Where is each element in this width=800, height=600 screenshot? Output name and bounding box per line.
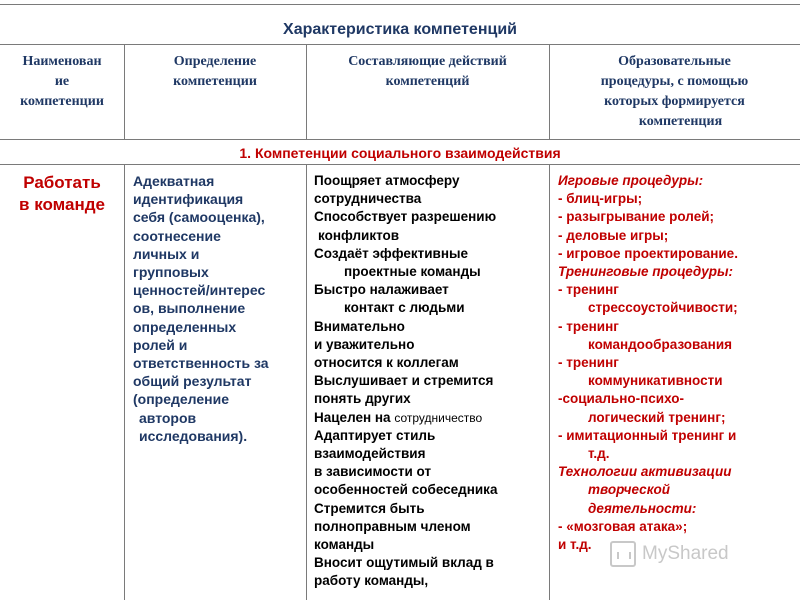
action-line: полноправным членом: [314, 518, 471, 534]
procedure-line: - разыгрывание ролей;: [558, 209, 715, 225]
table-border-top: [0, 4, 800, 5]
competence-procedures: [558, 172, 798, 554]
header-definition-line: компетенции: [173, 74, 257, 89]
header-procedures-line: процедуры, с помощью: [600, 74, 749, 89]
action-line: команды: [314, 537, 375, 553]
definition-line: исследования).: [139, 427, 248, 444]
procedure-line: коммуникативности: [588, 373, 723, 389]
action-line: Выслушивает и стремится: [314, 373, 494, 389]
definition-line: ответственность за: [133, 355, 269, 372]
definition-line: общий результат: [133, 373, 252, 390]
procedure-line: - «мозговая атака»;: [558, 518, 688, 534]
action-line: Быстро налаживает: [314, 282, 449, 298]
definition-line: (определение: [133, 391, 230, 408]
definition-line: ролей и: [133, 336, 188, 353]
action-line: контакт с людьми: [344, 300, 465, 316]
procedure-line: - имитационный тренинг и: [558, 427, 737, 443]
procedure-line: т.д.: [588, 446, 610, 462]
action-line: Вносит ощутимый вклад в: [314, 555, 494, 571]
action-line: [314, 409, 550, 427]
procedure-line: - блиц-игры;: [558, 191, 643, 207]
procedure-line: - тренинг: [558, 282, 619, 298]
header-name: [0, 52, 124, 112]
header-name-line: ие: [54, 74, 70, 89]
action-line-part: Нацелен на: [314, 409, 391, 425]
procedure-line: -социально-психо-: [558, 391, 685, 407]
competence-name-line: Работать: [23, 173, 101, 192]
section-title: 1. Компетенции социального взаимодействия: [239, 145, 561, 161]
header-name-line: компетенции: [20, 94, 104, 109]
action-line: особенностей собеседника: [314, 482, 498, 498]
action-line: Стремится быть: [314, 500, 425, 516]
definition-line: личных и: [133, 245, 200, 262]
action-line: работу команды,: [314, 573, 429, 589]
procedure-line: - тренинг: [558, 355, 619, 371]
procedure-line: командообразования: [588, 336, 733, 352]
definition-line: групповых: [133, 264, 209, 281]
definition-line: ов, выполнение: [133, 300, 246, 317]
header-actions-line: Составляющие действий: [348, 54, 507, 69]
action-line: Адаптирует стиль: [314, 427, 436, 443]
competence-definition: [133, 172, 309, 445]
definition-line: ценностей/интерес: [133, 282, 266, 299]
definition-line: определенных: [133, 318, 237, 335]
header-actions: [306, 52, 549, 92]
procedure-line: - игровое проектирование.: [558, 245, 738, 261]
procedure-heading: деятельности:: [588, 500, 697, 516]
procedure-heading: Игровые процедуры:: [558, 173, 704, 188]
competence-name: [0, 172, 124, 216]
action-line-part: сотрудничество: [394, 410, 483, 425]
action-line: проектные команды: [344, 264, 481, 280]
header-procedures-line: Образовательные: [618, 54, 731, 69]
header-procedures-line: которых формируется: [604, 94, 745, 109]
action-line: в зависимости от: [314, 464, 432, 480]
action-line: взаимодействия: [314, 446, 426, 462]
definition-line: Адекватная: [133, 173, 215, 189]
header-procedures-line: компетенция: [638, 114, 723, 129]
procedure-line: - тренинг: [558, 318, 619, 334]
column-divider: [124, 164, 125, 600]
definition-line: авторов: [139, 409, 197, 426]
table-rule: [0, 164, 800, 165]
action-line: Внимательно: [314, 318, 405, 334]
competence-actions: [314, 172, 550, 591]
watermark-logo: [610, 541, 770, 571]
action-line: Способствует разрешению: [314, 209, 497, 225]
header-name-line: Наименован: [22, 54, 102, 69]
action-line: относится к коллегам: [314, 355, 459, 371]
action-line: и уважительно: [314, 336, 415, 352]
header-actions-line: компетенций: [385, 74, 470, 89]
header-procedures: [549, 52, 800, 132]
watermark-icon: [610, 541, 636, 567]
action-line: Поощряет атмосферу: [314, 173, 460, 188]
table-title: Характеристика компетенций: [283, 21, 517, 38]
action-line: конфликтов: [318, 227, 400, 243]
header-definition-line: Определение: [173, 54, 257, 69]
table-rule: [0, 139, 800, 140]
procedure-heading: Технологии активизации: [558, 464, 732, 480]
header-definition: [124, 52, 306, 92]
procedure-line: логический тренинг;: [588, 409, 726, 425]
procedure-heading: творческой: [588, 482, 671, 498]
procedure-line: и т.д.: [558, 537, 592, 553]
action-line: понять других: [314, 391, 411, 407]
definition-line: соотнесение: [133, 227, 221, 244]
table-rule: [0, 44, 800, 45]
competence-name-line: в команде: [19, 195, 105, 214]
action-line: Создаёт эффективные: [314, 245, 469, 261]
action-line: сотрудничества: [314, 191, 422, 207]
procedure-line: - деловые игры;: [558, 227, 669, 243]
watermark-text: MyShared: [642, 543, 729, 565]
procedure-line: стрессоустойчивости;: [588, 300, 738, 316]
definition-line: себя (самооценка),: [133, 209, 265, 226]
procedure-heading: Тренинговые процедуры:: [558, 264, 734, 280]
definition-line: идентификация: [133, 191, 244, 208]
